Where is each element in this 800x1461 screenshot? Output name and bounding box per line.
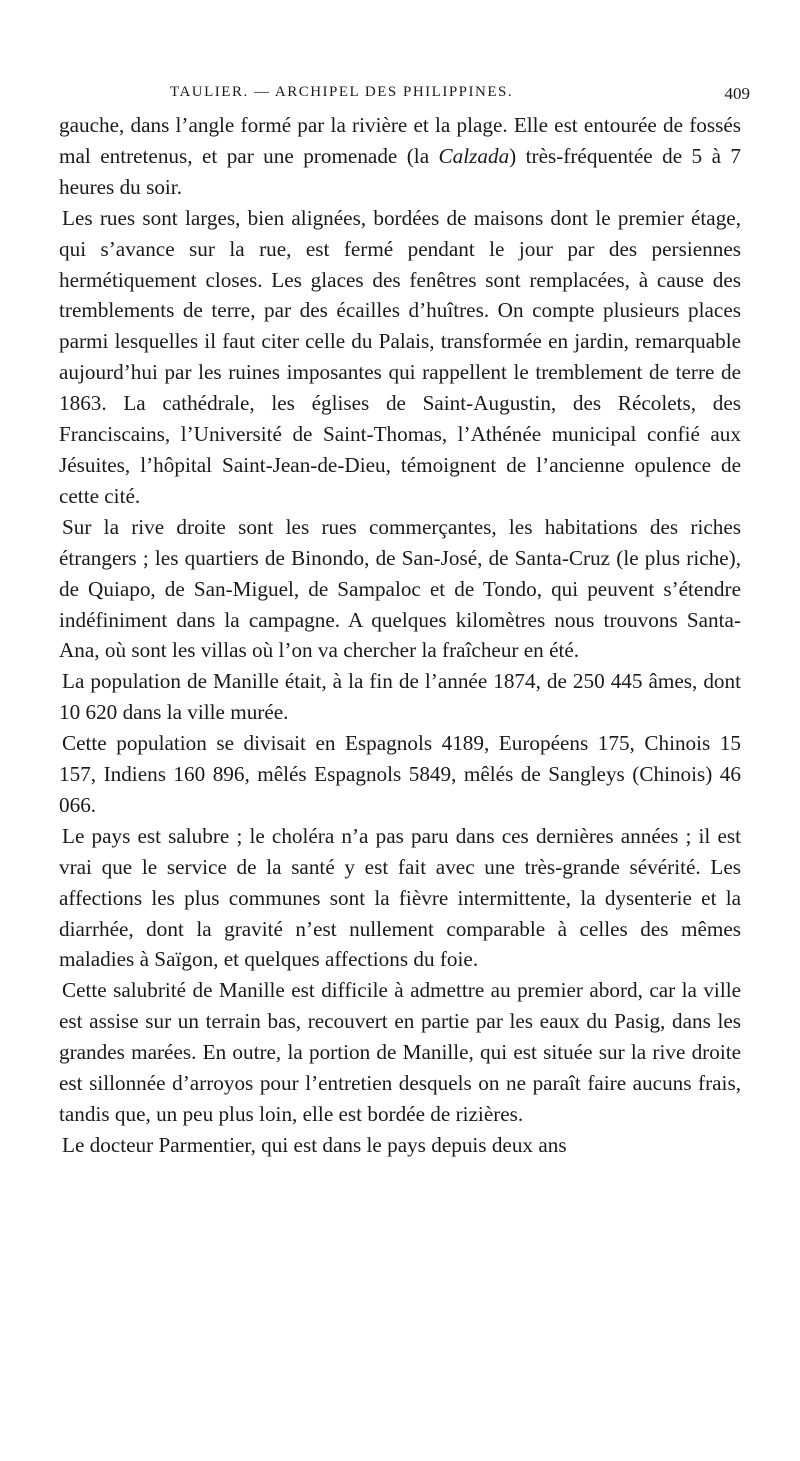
paragraph-1-text-start: gauche, dans l’angle formé par la rivière et la plage. Elle est entourée de fossés mal entretenus, et par une promenade (la bbox=[59, 113, 741, 168]
page-number: 409 bbox=[724, 84, 750, 103]
paragraph-1 bbox=[59, 110, 741, 203]
paragraph-3: Sur la rive droite sont les rues commerçantes, les habitations des riches étrangers ; les quartiers de Binondo, de San-José, de Santa-Cruz (le plus riche), de Quiapo, de San-Miguel, de Sampaloc et de Tondo, qui peuvent s’étendre indéfiniment dans la campagne. A quelques kilomètres nous trouvons Santa-Ana, où sont les villas où l’on va chercher la fraîcheur en été. bbox=[59, 514, 741, 663]
running-title: TAULIER. — ARCHIPEL DES PHILIPPINES. bbox=[170, 84, 514, 100]
paragraph-4: La population de Manille était, à la fin de l’année 1874, de 250 445 âmes, dont 10 620 dans la ville murée. bbox=[59, 669, 741, 725]
paragraph-5: Cette population se divisait en Espagnols 4189, Européens 175, Chinois 15 157, Indiens 160 896, mêlés Espagnols 5849, mêlés de Sangleys (Chinois) 46 066. bbox=[59, 731, 741, 817]
paragraph-1-italic-term: Calzada bbox=[438, 143, 510, 168]
paragraph-7: Cette salubrité de Manille est difficile à admettre au premier abord, car la ville est assise sur un terrain bas, recouvert en partie par les eaux du Pasig, dans les grandes marées. En outre, la portion de Manille, qui est située sur la rive droite est sillonnée d’arroyos pour l’entretien desquels on ne paraît faire aucuns frais, tandis que, un peu plus loin, elle est bordée de rizières. bbox=[59, 978, 741, 1126]
paragraph-2: Les rues sont larges, bien alignées, bordées de maisons dont le premier étage, qui s’avance sur la rue, est fermé pendant le jour par des persiennes hermétiquement closes. Les glaces des fenêtres sont remplacées, à cause des tremblements de terre, par des écailles d’huîtres. On compte plusieurs places parmi lesquelles il faut citer celle du Palais, transformée en jardin, remarquable aujourd’hui par les ruines imposantes qui rappellent le tremblement de terre de 1863. La cathédrale, les églises de Saint-Augustin, des Récolets, des Franciscains, l’Université de Saint-Thomas, l’Athénée municipal confié aux Jésuites, l’hôpital Saint-Jean-de-Dieu, témoignent de l’ancienne opulence de cette cité. bbox=[59, 205, 741, 508]
body-text bbox=[59, 110, 741, 1161]
paragraph-6: Le pays est salubre ; le choléra n’a pas paru dans ces dernières années ; il est vrai que le service de la santé y est fait avec une très-grande sévérité. Les affections les plus communes sont la fièvre intermittente, la dysenterie et la diarrhée, dont la gravité n’est nullement comparable à celles des mêmes maladies à Saïgon, et quelques affections du foie. bbox=[59, 823, 741, 972]
running-head bbox=[60, 84, 750, 108]
paragraph-8: Le docteur Parmentier, qui est dans le pays depuis deux ans bbox=[62, 1132, 567, 1157]
paragraph-1-text-end: ) très-fréquentée de 5 à 7 heures du soir. bbox=[59, 143, 741, 199]
